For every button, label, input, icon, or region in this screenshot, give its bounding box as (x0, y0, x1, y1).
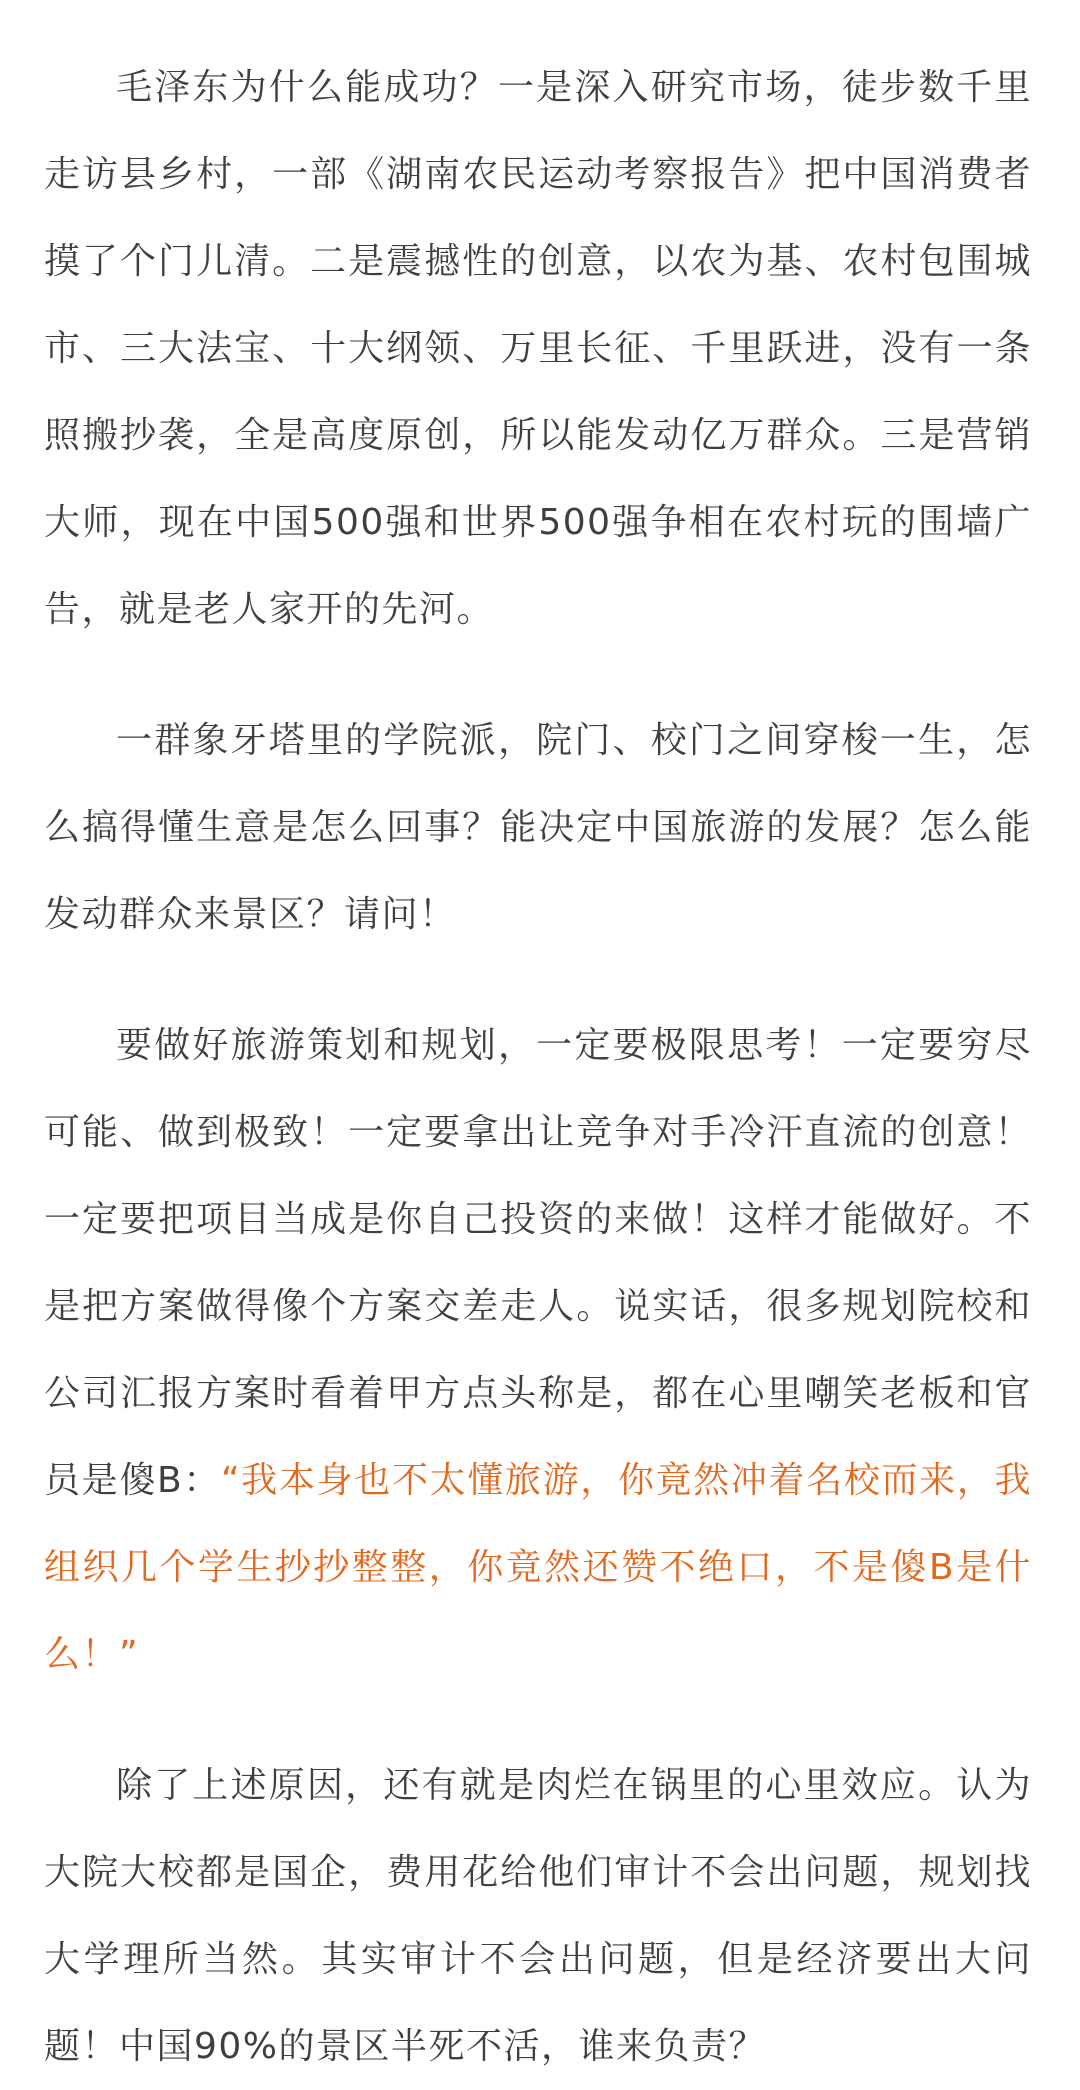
highlighted-quote: “我本身也不太懂旅游，你竟然冲着名校而来，我组织几个学生抄抄整整，你竟然还赞不绝口，不是傻B是什么！” (44, 1460, 1032, 1675)
paragraph-text: 要做好旅游策划和规划，一定要极限思考！一定要穷尽可能、做到极致！一定要拿出让竞争对手冷汗直流的创意！一定要把项目当成是你自己投资的来做！这样才能做好。不是把方案做得像个方案交差走人。说实话，很多规划院校和公司汇报方案时看着甲方点头称是，都在心里嘲笑老板和官员是傻B： (44, 1025, 1032, 1501)
paragraph-mao-success (44, 44, 1032, 653)
paragraph-planning (44, 1002, 1032, 1698)
paragraph-text: 一群象牙塔里的学院派，院门、校门之间穿梭一生，怎么搞得懂生意是怎么回事？能决定中国旅游的发展？怎么能发动群众来景区？请问！ (44, 720, 1032, 935)
paragraph-academics (44, 697, 1032, 958)
paragraph-text: 毛泽东为什么能成功？一是深入研究市场，徒步数千里走访县乡村，一部《湖南农民运动考察报告》把中国消费者摸了个门儿清。二是震撼性的创意，以农为基、农村包围城市、三大法宝、十大纲领、万里长征、千里跃进，没有一条照搬抄袭，全是高度原创，所以能发动亿万群众。三是营销大师，现在中国500强和世界500强争相在农村玩的围墙广告，就是老人家开的先河。 (44, 67, 1032, 630)
paragraph-audit (44, 1742, 1032, 2090)
paragraph-text: 除了上述原因，还有就是肉烂在锅里的心里效应。认为大院大校都是国企，费用花给他们审计不会出问题，规划找大学理所当然。其实审计不会出问题，但是经济要出大问题！中国90%的景区半死不活，谁来负责？ (44, 1765, 1032, 2067)
